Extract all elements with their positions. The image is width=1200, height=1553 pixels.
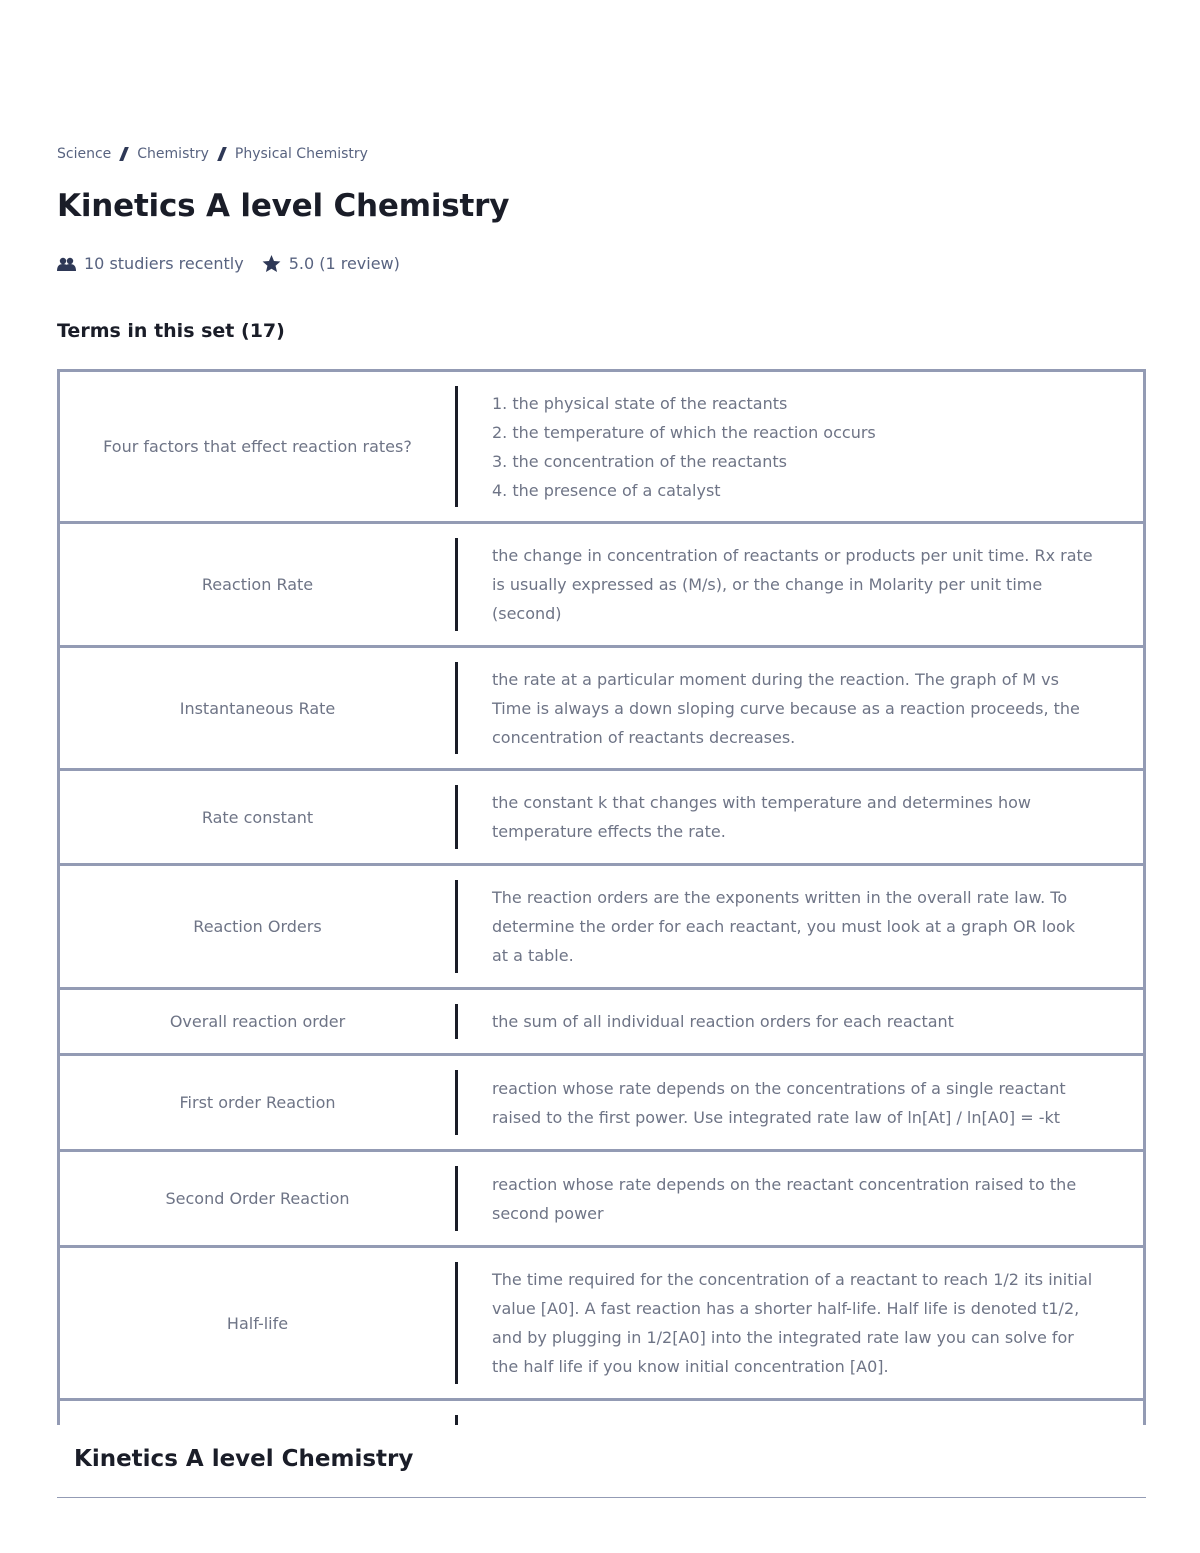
- people-icon: [57, 257, 76, 271]
- breadcrumb: [57, 146, 368, 162]
- definition-text: the sum of all individual reaction orders for each reactant: [492, 1012, 954, 1031]
- term-text: First order Reaction: [179, 1093, 336, 1112]
- definition-text: The time required for the concentration of a reactant to reach 1/2 its initial value [A0]. A fast reaction has a shorter half-life. Half life is denoted t1/2, and by plugging in 1/2[A0] into the integrated rate law you can solve for the half life if you know initial concentration [A0].: [492, 1270, 1093, 1376]
- term-card: [57, 863, 1146, 990]
- term-card: [57, 1149, 1146, 1248]
- breadcrumb-physical-chemistry[interactable]: Physical Chemistry: [234, 146, 368, 162]
- term-text: Four factors that effect reaction rates?: [103, 437, 412, 456]
- studiers-count: 10 studiers recently: [84, 254, 244, 273]
- term-text: Rate constant: [201, 807, 314, 827]
- definition-line: 2. the temperature of which the reaction occurs: [492, 422, 876, 442]
- definition-line: 3. the concentration of the reactants: [492, 451, 787, 471]
- term-text: Reaction Orders: [193, 917, 322, 936]
- term-card: [57, 1053, 1146, 1152]
- rating-text[interactable]: 5.0 (1 review): [288, 254, 400, 273]
- definition-text: [458, 389, 1143, 505]
- definition-text: reaction whose rate depends on the concentrations of a single reactant raised to the first power. Use integrated rate law of ln[At] / ln[A0] = -kt: [492, 1078, 1066, 1127]
- term-text: Reaction Rate: [201, 575, 314, 594]
- term-text: Second Order Reaction: [165, 1189, 350, 1208]
- term-text: Instantaneous Rate: [179, 698, 336, 718]
- term-text: Overall reaction order: [169, 1012, 346, 1031]
- term-card: [57, 768, 1146, 866]
- definition-text: reaction whose rate depends on the reactant concentration raised to the second power: [492, 1174, 1077, 1223]
- definition-text: The reaction orders are the exponents written in the overall rate law. To determine the order for each reactant, you must look at a graph OR look at a table.: [492, 888, 1076, 965]
- page-title: Kinetics A level Chemistry: [57, 188, 510, 224]
- set-meta: [57, 254, 400, 273]
- breadcrumb-separator: [119, 147, 129, 161]
- term-card: [57, 987, 1146, 1056]
- definition-text: the constant k that changes with temperature and determines how temperature effects the rate.: [492, 793, 1031, 841]
- term-card: [57, 369, 1146, 524]
- term-card: [57, 521, 1146, 648]
- breadcrumb-separator: [217, 147, 227, 161]
- term-text: Half-life: [226, 1313, 289, 1333]
- definition-line: 1. the physical state of the reactants: [492, 393, 788, 413]
- terms-heading: Terms in this set (17): [57, 320, 285, 342]
- card-divider: [455, 1415, 458, 1425]
- breadcrumb-science[interactable]: Science: [57, 146, 112, 162]
- definition-text: the change in concentration of reactants or products per unit time. Rx rate is usually expressed as (M/s), or the change in Molarity per unit time (second): [492, 546, 1093, 623]
- terms-list: [57, 369, 1146, 1425]
- breadcrumb-chemistry[interactable]: Chemistry: [137, 146, 209, 162]
- star-icon: [262, 255, 281, 273]
- definition-line: 4. the presence of a catalyst: [492, 480, 721, 500]
- term-card: [57, 1398, 1146, 1425]
- term-card: [57, 1245, 1146, 1401]
- footer-divider: [57, 1497, 1146, 1498]
- definition-text: the rate at a particular moment during the reaction. The graph of M vs Time is always a down sloping curve because as a reaction proceeds, the concentration of reactants decreases.: [492, 669, 1080, 747]
- term-card: [57, 645, 1146, 771]
- footer-title: Kinetics A level Chemistry: [74, 1446, 414, 1472]
